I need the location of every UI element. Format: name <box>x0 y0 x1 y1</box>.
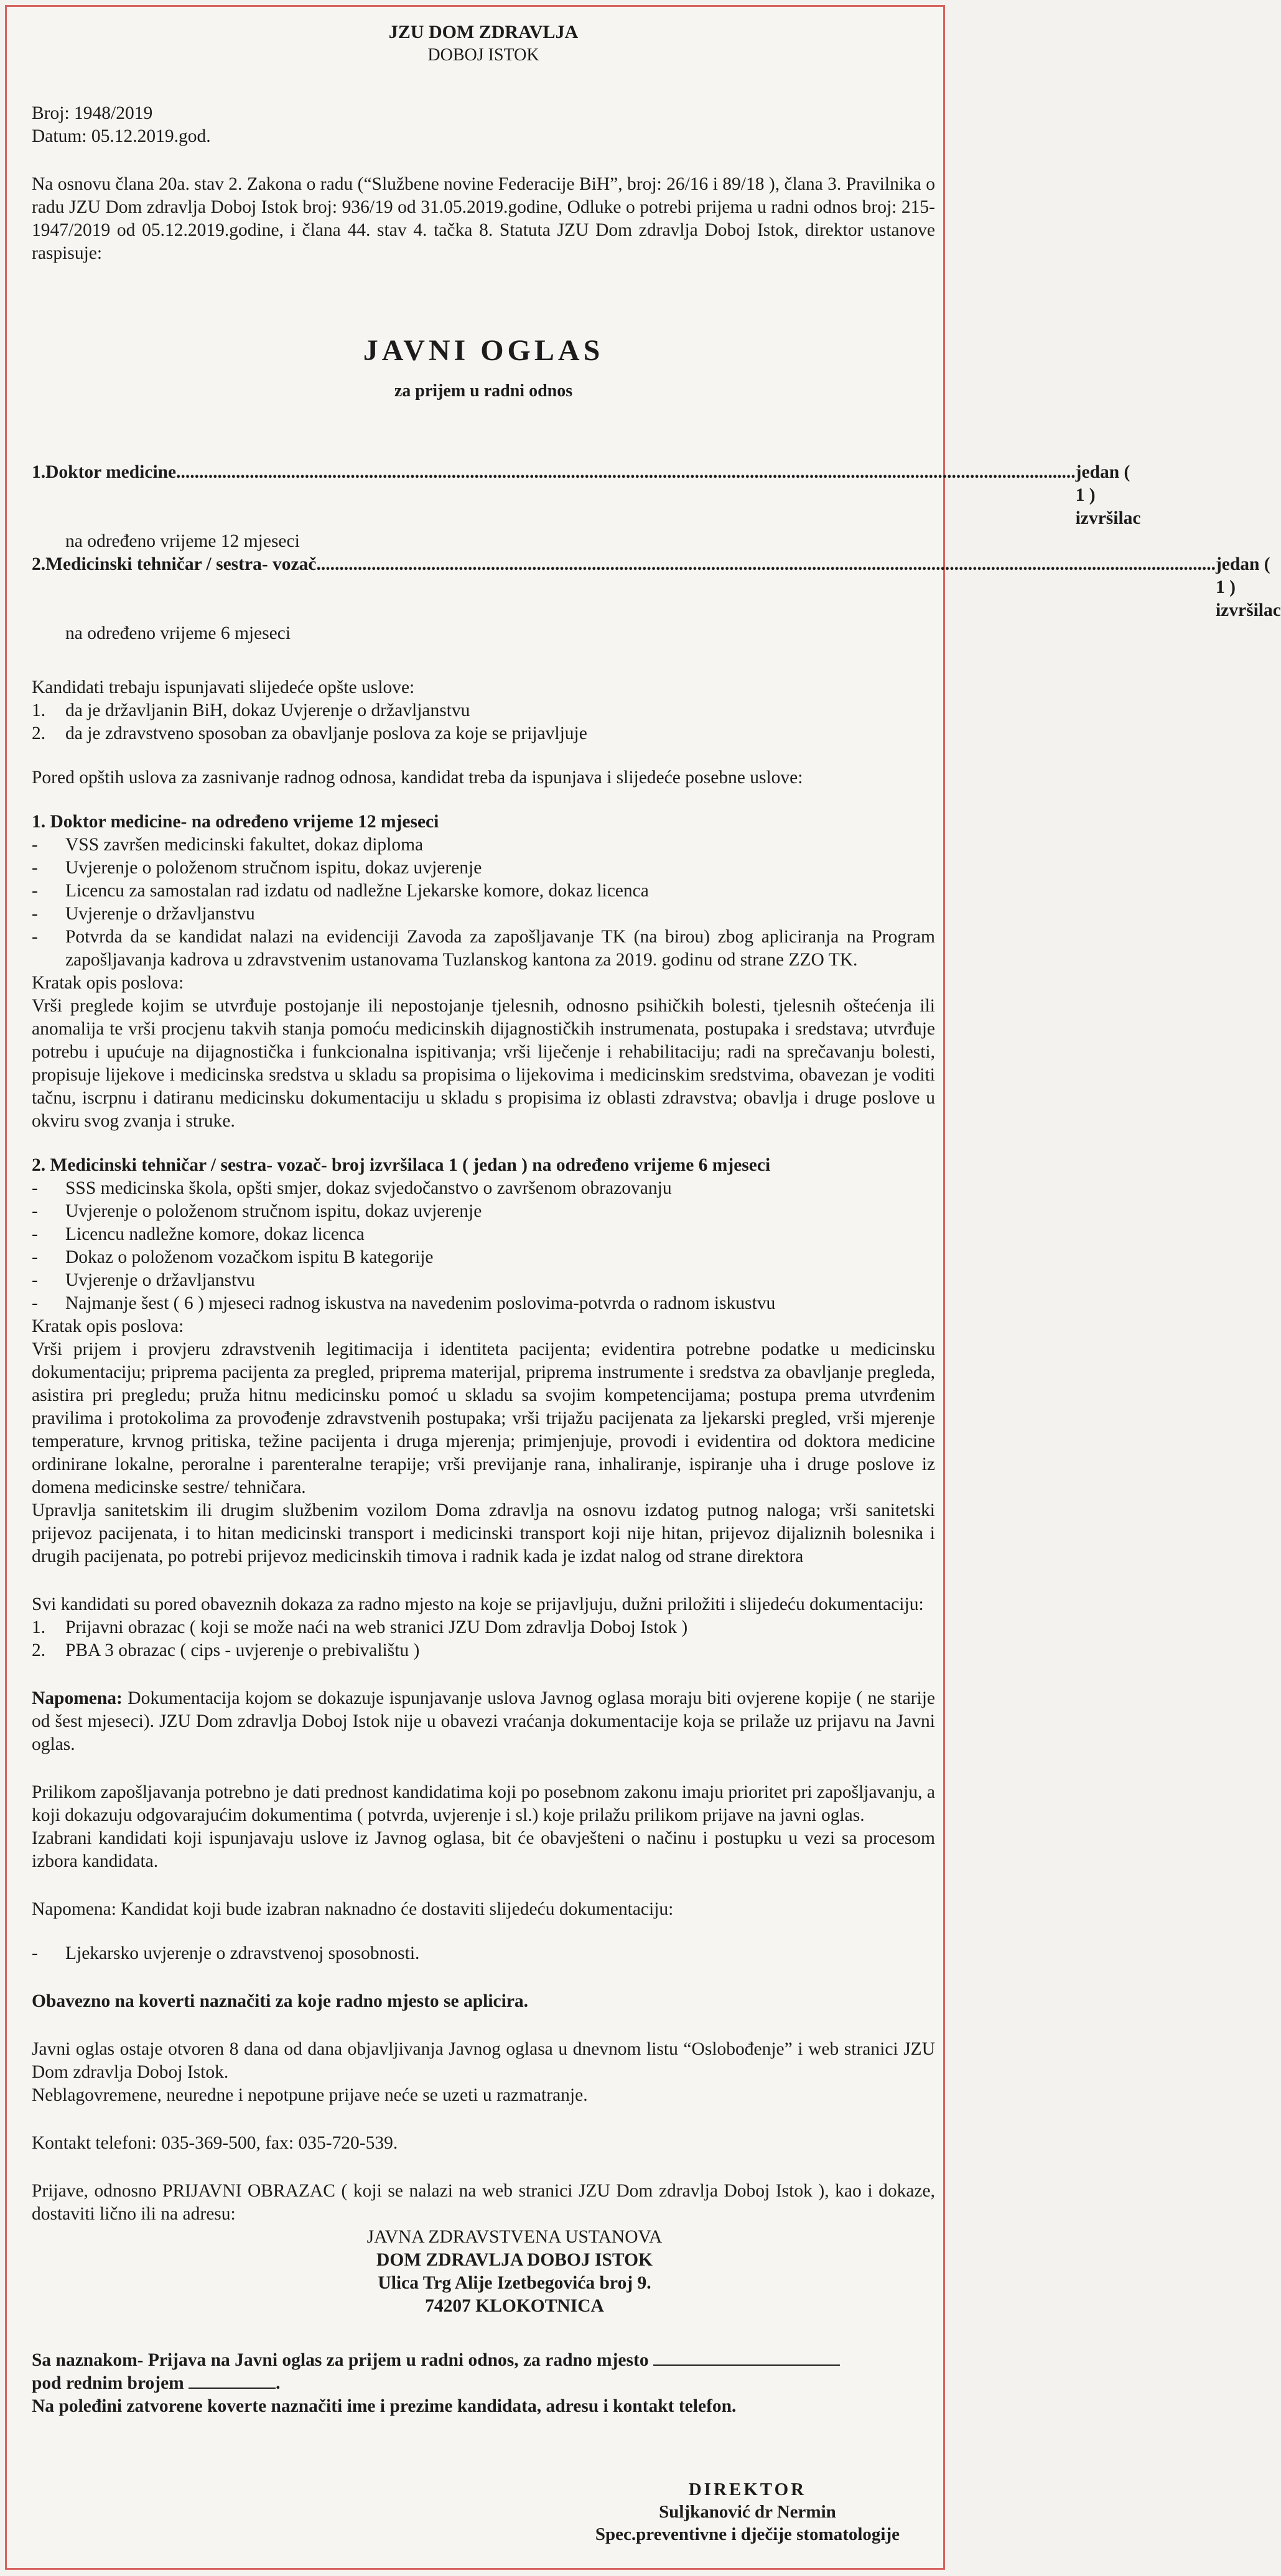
list-item: 1. da je državljanin BiH, dokaz Uvjerenje o državljanstvu <box>32 700 470 720</box>
positions-list <box>32 461 1281 645</box>
organization-name: JZU DOM ZDRAVLJA <box>388 22 579 42</box>
reference-block <box>32 102 935 148</box>
position-name: Doktor medicine <box>45 462 177 482</box>
list-item: - Najmanje šest ( 6 ) mjeseci radnog iskustva na navedenim poslovima-potvrda o radnom iskustvu <box>32 1293 776 1313</box>
job-description-label: Kratak opis poslova: <box>32 972 184 993</box>
job-description-driving: Upravlja sanitetskim ili drugim službenim vozilom Doma zdravlja na osnovu izdatog putnog naloga; vrši sanitetski prijevoz pacijenata, i to hitan medicinski transport i medicinski transport koji nije hitan, prijevoz dijaliznih bolesnika i drugih pacijenata, po potrebi prijevoz medicinskih timova i radnik kada je izdat nalog od strane direktora <box>32 1500 935 1566</box>
mailing-address <box>94 2226 935 2318</box>
contact-info: Kontakt telefoni: 035-369-500, fax: 035-720-539. <box>32 2132 398 2153</box>
priority-note: Prilikom zapošljavanja potrebno je dati prednost kandidatima koji po posebnom zakonu imaju prioritet pri zapošljavanju, a koji dokazuju odgovarajućim dokumentima ( potvrda, uvjerenje i sl.) koje prilažu prilikom prijave na javni oglas. <box>32 1782 935 1825</box>
signatory-role: DIREKTOR <box>688 2480 807 2499</box>
position-number: 2. <box>32 554 46 574</box>
number-blank <box>189 2373 276 2389</box>
list-item: - Dokaz o položenom vozačkom ispitu B kategorije <box>32 1247 434 1267</box>
notice-subtitle: za prijem u radni odnos <box>394 381 573 401</box>
position-count: jedan ( 1 ) izvršilac <box>1075 462 1141 528</box>
reference-date: Datum: 05.12.2019.god. <box>32 126 211 146</box>
list-item: - SSS medicinska škola, opšti smjer, dokaz svjedočanstvo o završenom obrazovanju <box>32 1178 672 1198</box>
section-heading: 2. Medicinski tehničar / sestra- vozač- broj izvršilaca 1 ( jedan ) na određeno vrijeme 6 mjeseci <box>32 1155 771 1175</box>
submission-instructions: Prijave, odnosno PRIJAVNI OBRAZAC ( koji se nalazi na web stranici JZU Dom zdravlja Doboj Istok ), kao i dokaze, dostaviti lično ili na adresu: <box>32 2180 935 2224</box>
general-conditions-intro: Kandidati trebaju ispunjavati slijedeće opšte uslove: <box>32 677 415 697</box>
notice-content <box>32 7 1281 2418</box>
legal-intro: Na osnovu člana 20a. stav 2. Zakona o radu (“Službene novine Federacije BiH”, broj: 26/16 i 89/18 ), člana 3. Pravilnika o radu JZU Dom zdravlja Doboj Istok broj: 936/19 od 31.05.2019.godine, Odluke o potrebi prijema u radni odnos broj: 215-1947/2019 od 05.12.2019.godine, i člana 44. stav 4. tačka 8. Statuta JZU Dom zdravlja Doboj Istok, direktor ustanove raspisuje: <box>32 174 935 263</box>
note-certified-copies: Napomena: Dokumentacija kojom se dokazuje ispunjavanje uslova Javnog oglasa moraju biti ovjerene kopije ( ne starije od šest mjeseci). JZU Dom zdravlja Doboj Istok nije u obavezi vraćanja dokumentacije koja se prilaže uz prijavu na Javni oglas. <box>32 1688 935 1754</box>
reference-number: Broj: 1948/2019 <box>32 103 153 123</box>
notice-page <box>5 5 1281 2570</box>
position-leader: Medicinski tehničar / sestra- vozač.................................................................................................................................................................................................... <box>45 554 1216 574</box>
signatory-title: Spec.preventivne i dječije stomatologije <box>595 2524 900 2544</box>
position-term: na određeno vrijeme 6 mjeseci <box>65 623 291 643</box>
list-item: - Uvjerenje o položenom stručnom ispitu, dokaz uvjerenje <box>32 857 482 878</box>
address-line: JAVNA ZDRAVSTVENA USTANOVA <box>366 2226 663 2247</box>
selection-note: Izabrani kandidati koji ispunjavaju uslove iz Javnog oglasa, bit će obavješteni o načinu i postupku u vezi sa procesom izbora kandidata. <box>32 1828 935 1871</box>
requirements-list <box>32 1177 935 1315</box>
job-description: Vrši prijem i provjeru zdravstvenih legitimacija i identiteta pacijenta; evidentira potrebne podatke u medicinsku dokumentaciju; priprema pacijenta za pregled, priprema materijal, priprema instrumente i sredstva za obavljanje pregleda, asistira pri pregledu; pruža hitnu medicinsku pomoć u skladu sa svojim kompetencijama; postupa prema utvrđenim pravilima i protokolima za provođenje zdravstvenih postupaka; vrši trijažu pacijenata za ljekarski pregled, vrši mjerenje temperature, krvnog pritiska, težine pacijenta i druga mjerenja; primjenjuje, provodi i evidentira od doktora medicine ordinirane lokalne, peroralne i parenteralne terapije; vrši previjanje rana, inhaliranje, ispiranje uha i druge poslove iz domena medicinske sestre/ tehničara. <box>32 1339 935 1497</box>
address-line: Ulica Trg Alije Izetbegovića broj 9. <box>378 2272 651 2293</box>
position-leader: Doktor medicine.................................................................................................................................................................................................... <box>45 462 1076 482</box>
list-item: - Uvjerenje o državljanstvu <box>32 903 255 924</box>
list-item: - Licencu nadležne komore, dokaz licenca <box>32 1224 365 1244</box>
footer-line: Na poleđini zatvorene koverte naznačiti ime i prezime kandidata, adresu i kontakt telefon. <box>32 2396 737 2416</box>
application-footer <box>32 2349 935 2418</box>
open-period: Javni oglas ostaje otvoren 8 dana od dana objavljivanja Javnog oglasa u dnevnom listu “Oslobođenje” i web stranici JZU Dom zdravlja Doboj Istok. <box>32 2039 935 2082</box>
note-additional-docs: Napomena: Kandidat koji bude izabran naknadno će dostaviti slijedeću dokumentaciju: <box>32 1899 674 1919</box>
position-name: Medicinski tehničar / sestra- vozač <box>45 554 317 574</box>
required-documents <box>32 1593 935 1662</box>
position-row <box>32 461 1141 530</box>
list-item: - VSS završen medicinski fakultet, dokaz diploma <box>32 834 424 855</box>
list-item: - Potvrda da se kandidat nalazi na evidenciji Zavoda za zapošljavanje TK (na birou) zbog apliciranja na Program zapošljavanja kadrova u zdravstvenim ustanovama Tuzlanskog kantona za 2019. godinu od strane ZZO TK. <box>32 926 935 970</box>
job-description: Vrši preglede kojim se utvrđuje postojanje ili nepostojanje tjelesnih, odnosno psihičkih bolesti, tjelesnih oštećenja ili anomalija te vrši procjenu takvih stanja pomoću medicinskih dijagnostičkih instrumenata, postupaka i sredstava; utvrđuje potrebu i upućuje na dijagnostička i funkcionalna ispitivanja; vrši liječenje i rehabilitaciju; radi na sprečavanju bolesti, propisuje lijekove i medicinska sredstva u skladu sa propisima o lijekovima i medicinskim sredstvima, obavezan je voditi tačnu, iscrpnu i datiranu medicinsku dokumentaciju u skladu s propisima iz oblasti zdravstva; obavlja i druge poslove u okviru svog zvanja i struke. <box>32 995 935 1131</box>
document-header <box>32 21 935 66</box>
section-nurse-driver <box>32 1154 935 1568</box>
documents-list <box>32 1616 935 1662</box>
section-heading: 1. Doktor medicine- na određeno vrijeme 12 mjeseci <box>32 811 439 832</box>
list-item: - Licencu za samostalan rad izdatu od nadležne Ljekarske komore, dokaz licenca <box>32 880 649 901</box>
notice-title: JAVNI OGLAS <box>363 333 604 367</box>
incomplete-applications: Neblagovremene, neuredne i nepotpune prijave neće se uzeti u razmatranje. <box>32 2085 588 2105</box>
signature-block <box>595 2478 900 2546</box>
list-item: - Ljekarsko uvjerenje o zdravstvenoj sposobnosti. <box>32 1943 420 1963</box>
position-row <box>32 553 1281 622</box>
address-line: DOM ZDRAVLJA DOBOJ ISTOK <box>376 2249 653 2270</box>
position-count: jedan ( 1 ) izvršilac <box>1215 554 1281 620</box>
list-item: 1. Prijavni obrazac ( koji se može naći na web stranici JZU Dom zdravlja Doboj Istok ) <box>32 1617 688 1637</box>
organization-city: DOBOJ ISTOK <box>427 45 539 65</box>
section-doctor <box>32 811 935 1133</box>
list-item: - Uvjerenje o državljanstvu <box>32 1270 255 1290</box>
address-line: 74207 KLOKOTNICA <box>425 2295 604 2316</box>
special-conditions-intro: Pored opštih uslova za zasnivanje radnog odnosa, kandidat treba da ispunjava i slijedeće posebne uslove: <box>32 767 803 788</box>
requirements-list <box>32 834 935 972</box>
list-item: 2. da je zdravstveno sposoban za obavljanje poslova za koje se prijavljuje <box>32 723 587 743</box>
general-conditions-list <box>32 699 935 745</box>
footer-line: Sa naznakom- Prijava na Javni oglas za prijem u radni odnos, za radno mjesto <box>32 2349 935 2372</box>
position-blank <box>653 2350 840 2366</box>
general-conditions <box>32 676 935 745</box>
additional-docs-list <box>32 1942 935 1965</box>
list-item: 2. PBA 3 obrazac ( cips - uvjerenje o prebivalištu ) <box>32 1640 420 1660</box>
signatory-name: Suljkanović dr Nermin <box>659 2502 836 2522</box>
list-item: - Uvjerenje o položenom stručnom ispitu, dokaz uvjerenje <box>32 1201 482 1221</box>
position-term: na određeno vrijeme 12 mjeseci <box>65 531 300 551</box>
job-description-label: Kratak opis poslova: <box>32 1316 184 1336</box>
position-number: 1. <box>32 462 46 482</box>
envelope-instruction: Obavezno na koverti naznačiti za koje radno mjesto se aplicira. <box>32 1991 529 2011</box>
documents-intro: Svi kandidati su pored obaveznih dokaza za radno mjesto na koje se prijavljuju, dužni priložiti i slijedeću dokumentaciju: <box>32 1594 924 1614</box>
footer-line: pod rednim brojem . <box>32 2373 281 2393</box>
